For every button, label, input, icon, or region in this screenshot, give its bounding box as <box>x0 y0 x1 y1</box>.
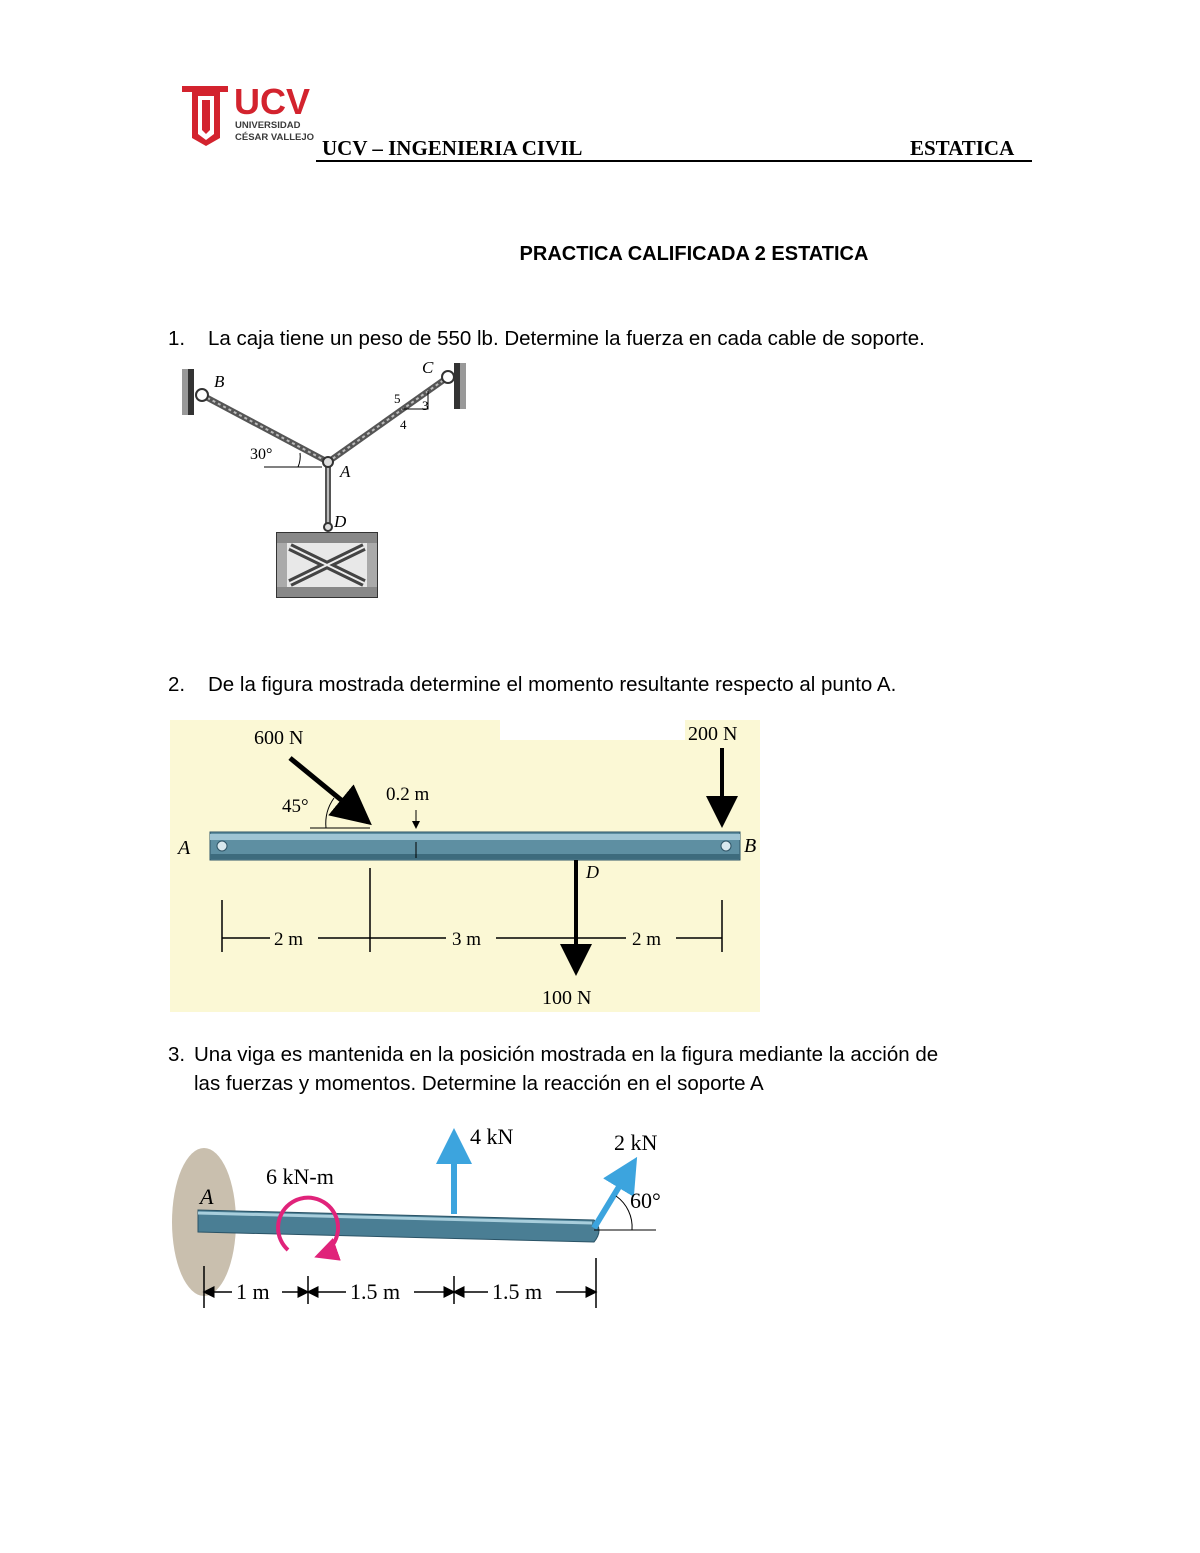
wall-left <box>188 369 194 415</box>
label-c: C <box>422 358 434 377</box>
question-text-line2: las fuerzas y momentos. Determine la reacción en el soporte A <box>194 1072 764 1095</box>
logo-line1-text: UNIVERSIDAD <box>235 120 301 131</box>
hook-d <box>324 523 332 531</box>
label-angle-30: 30° <box>250 446 273 463</box>
label-force-2kn: 2 kN <box>614 1130 658 1155</box>
label-b: B <box>744 835 757 857</box>
label-force-4kn: 4 kN <box>470 1124 514 1149</box>
page-title: PRACTICA CALIFICADA 2 ESTATICA <box>519 243 869 265</box>
question-number: 1. <box>168 327 186 350</box>
label-slope-4: 4 <box>400 417 407 432</box>
label-100n: 100 N <box>542 987 592 1009</box>
header-subject: ESTATICA <box>910 136 1015 160</box>
label-a: A <box>200 1184 214 1209</box>
anchor-b <box>196 389 208 401</box>
force-2kn-arrow <box>594 1162 634 1228</box>
question-number: 3. <box>168 1043 186 1066</box>
label-dim-3m: 3 m <box>452 929 482 950</box>
figure-beam-moments <box>170 720 760 1012</box>
logo-line2-text: CÉSAR VALLEJO <box>235 132 315 143</box>
label-d: D <box>586 862 599 882</box>
question-text: De la figura mostrada determine el momento resultante respecto al punto A. <box>208 673 897 696</box>
label-offset-02m: 0.2 m <box>386 784 430 805</box>
question-number: 2. <box>168 673 186 696</box>
label-dim-2m-left: 2 m <box>274 929 304 950</box>
question-text-line1: Una viga es mantenida en la posición mostrada en la figura mediante la acción de <box>194 1043 939 1066</box>
question-2 <box>168 670 897 699</box>
figure-cantilever-beam <box>170 1118 690 1318</box>
logo-main-text: UCV <box>234 82 311 122</box>
question-1 <box>168 324 925 353</box>
pin-b <box>721 841 731 851</box>
label-slope-5: 5 <box>394 391 401 406</box>
figure-background <box>170 720 760 1012</box>
label-slope-3: 3 <box>422 398 429 413</box>
label-600n: 600 N <box>254 727 304 749</box>
label-angle-60: 60° <box>630 1188 661 1213</box>
label-200n: 200 N <box>688 723 738 745</box>
label-dim-15m-second: 1.5 m <box>492 1279 543 1304</box>
label-d: D <box>334 512 347 531</box>
label-angle-45: 45° <box>282 796 309 817</box>
pin-a <box>217 841 227 851</box>
question-text: La caja tiene un peso de 550 lb. Determine la fuerza en cada cable de soporte. <box>208 327 925 350</box>
label-dim-15m-first: 1.5 m <box>350 1279 401 1304</box>
ring-a <box>323 457 333 467</box>
label-dim-1m: 1 m <box>236 1279 270 1304</box>
label-a: A <box>178 837 191 859</box>
figure-cable-system <box>180 355 480 605</box>
label-a: A <box>340 462 351 481</box>
header-course: UCV – INGENIERIA CIVIL <box>322 136 583 160</box>
ucv-logo <box>180 82 320 152</box>
anchor-c <box>442 371 454 383</box>
label-b: B <box>214 372 225 391</box>
label-dim-2m-right: 2 m <box>632 929 662 950</box>
question-3 <box>168 1040 939 1095</box>
wall-right <box>454 363 460 409</box>
label-moment-6knm: 6 kN-m <box>266 1164 334 1189</box>
